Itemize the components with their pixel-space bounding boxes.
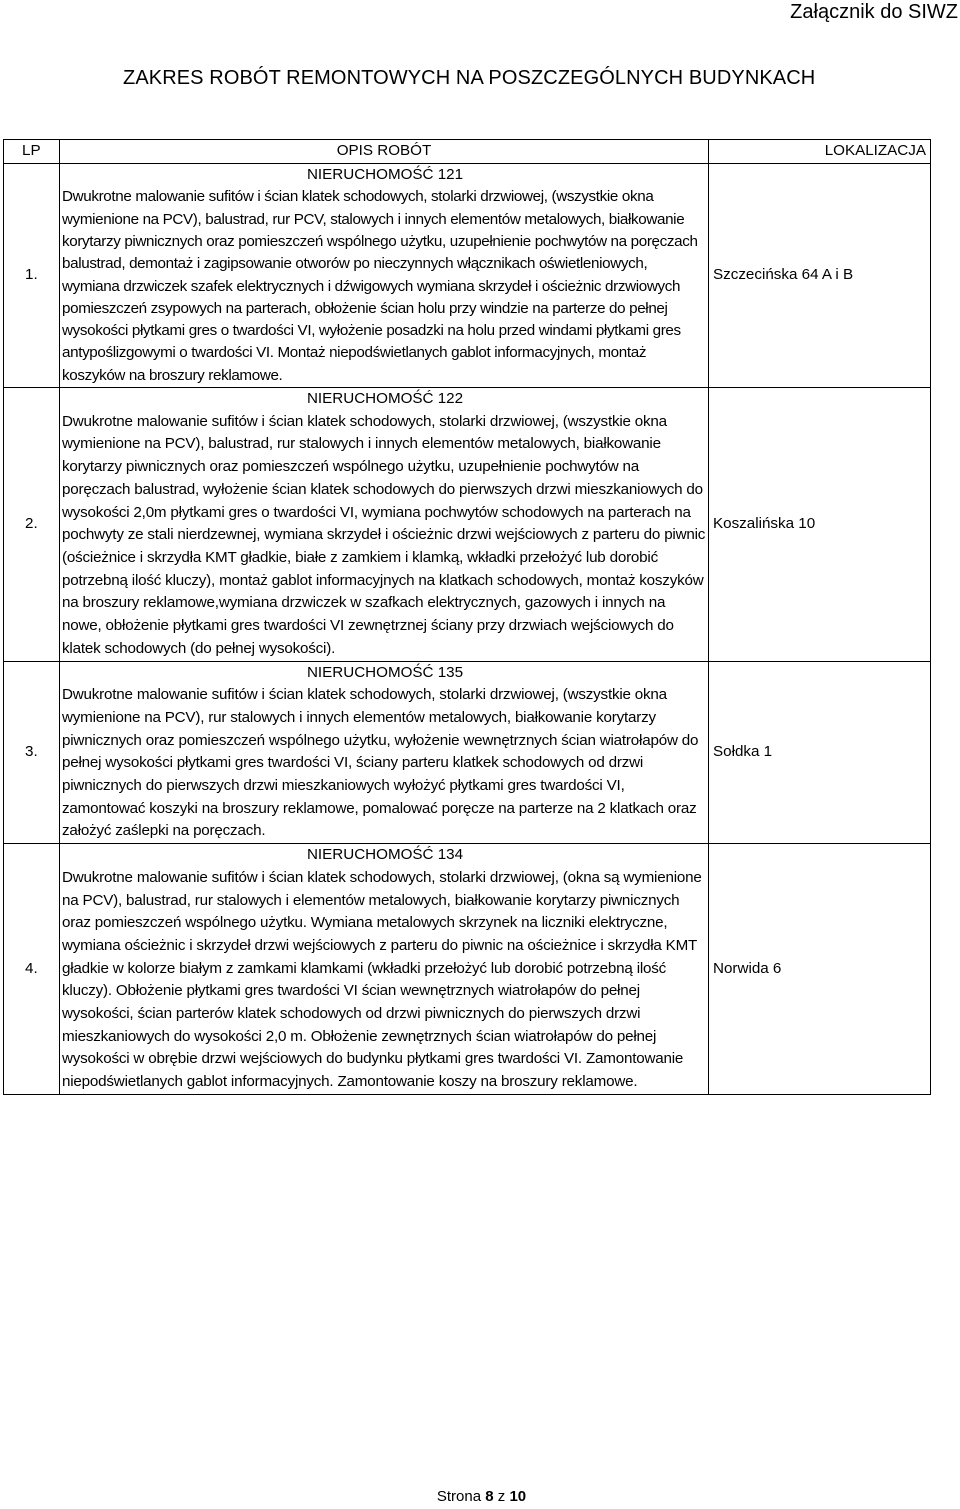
property-title: NIERUCHOMOŚĆ 122 bbox=[306, 390, 464, 408]
row-location: Koszalińska 10 bbox=[709, 388, 931, 661]
column-header-lp: LP bbox=[4, 140, 60, 164]
row-description-cell bbox=[60, 844, 709, 1095]
work-description: Dwukrotne malowanie sufitów i ścian klatek schodowych, stolarki drzwiowej, (wszystkie okna wymienione na PCV), balustrad, rur PCV, stalowych i innych elementów metalowych, białkowanie korytarzy piwnicznych oraz pomieszczeń wspólnego użytku, uzupełnienie pochwytów na poręczach balustrad, demontaż i zagipsowanie otworów po nieczynnych włącznikach oświetleniowych, wymiana drzwiczek szafek elektrycznych i dźwigowych wymiana skrzydeł i ościeżnic drzwiowych pomieszczeń zsypowych na parterach, obłożenie ścian holu przy windzie na parterze do pełnej wysokości płytkami gres o twardości VI, wyłożenie posadzki na holu przed windami płytkami gres antypoślizgowymi o twardości VI. Montaż niepodświetlanych gablot informacyjnych, montaż koszyków na broszury reklamowe. bbox=[62, 188, 698, 384]
page-footer bbox=[0, 1488, 960, 1506]
works-table bbox=[3, 139, 931, 1095]
row-description-cell bbox=[60, 661, 709, 844]
property-title: NIERUCHOMOŚĆ 135 bbox=[306, 663, 464, 681]
page-total: 10 bbox=[509, 1488, 527, 1505]
page-separator: z bbox=[497, 1488, 506, 1505]
row-number: 3. bbox=[4, 661, 60, 844]
row-description-cell bbox=[60, 163, 709, 387]
row-location: Sołdka 1 bbox=[709, 661, 931, 844]
table-header-row bbox=[4, 140, 931, 164]
column-header-description: OPIS ROBÓT bbox=[60, 140, 709, 164]
page-label: Strona bbox=[436, 1488, 482, 1505]
work-description: Dwukrotne malowanie sufitów i ścian klatek schodowych, stolarki drzwiowej, (wszystkie okna wymienione na PCV), balustrad, rur stalowych i innych elementów metalowych, białkowanie korytarzy piwnicznych oraz pomieszczeń wspólnego użytku, uzupełnienie pochwytów na poręczach balustrad, wyłożenie ścian klatek schodowych do pierwszych drzwi mieszkaniowych do wysokości 2,0m płytkami gres o twardości VI, wymiana pochwytów schodowych na parterach na pochwyty ze stali nierdzewnej, wymiana skrzydeł i ościeżnic drzwi wejściowych z parteru do piwnic (ościeżnice i skrzydła KMT gładkie, białe z zamkiem i klamką, wkładki przełożyć lub dorobić potrzebną ilość kluczy), montaż gablot informacyjnych na klatkach schodowych, montaż koszyków na broszury reklamowe,wymiana drzwiczek w szafkach elektrycznych, gazowych i innych na nowe, obłożenie płytkami gres twardości VI zewnętrznej ściany przy drzwiach wejściowych do klatek schodowych (do pełnej wysokości). bbox=[62, 412, 706, 657]
property-title: NIERUCHOMOŚĆ 134 bbox=[306, 846, 464, 864]
table-row bbox=[4, 388, 931, 661]
row-number: 1. bbox=[4, 163, 60, 387]
row-location: Norwida 6 bbox=[709, 844, 931, 1095]
column-header-location: LOKALIZACJA bbox=[709, 140, 931, 164]
table-row bbox=[4, 661, 931, 844]
document-title: ZAKRES ROBÓT REMONTOWYCH NA POSZCZEGÓLNYCH BUDYNKACH bbox=[123, 67, 816, 89]
row-number: 4. bbox=[4, 844, 60, 1095]
work-description: Dwukrotne malowanie sufitów i ścian klatek schodowych, stolarki drzwiowej, (wszystkie okna wymienione na PCV), rur stalowych i innych elementów metalowych, białkowanie korytarzy piwnicznych oraz pomieszczeń wspólnego użytku, wyłożenie wewnętrznych ścian wiatrołapów do pełnej wysokości płytkami gres twardości VI, ściany parteru klatkek schodowych od drzwi piwnicznych do pierwszych drzwi mieszkaniowych wyłożyć płytkami gres twardości VI, zamontować koszyki na broszury reklamowe, pomalować poręcze na parterze na 2 klatkach oraz założyć zaślepki na poręczach. bbox=[62, 686, 699, 840]
row-location: Szczecińska 64 A i B bbox=[709, 163, 931, 387]
row-number: 2. bbox=[4, 388, 60, 661]
row-description-cell bbox=[60, 388, 709, 661]
page-current: 8 bbox=[485, 1488, 494, 1505]
table-row bbox=[4, 163, 931, 387]
work-description: Dwukrotne malowanie sufitów i ścian klatek schodowych, stolarki drzwiowej, (okna są wymienione na PCV), balustrad, rur stalowych i elementów metalowych, białkowanie korytarzy piwnicznych oraz pomieszczeń wspólnego użytku. Wymiana metalowych skrzynek na liczniki elektryczne, wymiana ościeżnic i skrzydeł drzwi wejściowych z parteru do piwnic na ościeżnice i skrzydła KMT gładkie w kolorze białym z zamkami klamkami (wkładki przełożyć lub dorobić potrzebną ilość kluczy). Obłożenie płytkami gres twardości VI ścian wewnętrznych wiatrołapów do pełnej wysokości, ścian parterów klatek schodowych od drzwi piwnicznych do pierwszych drzwi mieszkaniowych do wysokości 2,0 m. Obłożenie zewnętrznych ścian wiatrołapów do pełnej wysokości w obrębie drzwi wejściowych do budynku płytkami gres twardości VI. Zamontowanie niepodświetlanych gablot informacyjnych. Zamontowanie koszy na broszury reklamowe. bbox=[62, 868, 702, 1091]
property-title: NIERUCHOMOŚĆ 121 bbox=[306, 165, 464, 183]
table-row bbox=[4, 844, 931, 1095]
annex-label: Załącznik do SIWZ bbox=[790, 1, 958, 23]
